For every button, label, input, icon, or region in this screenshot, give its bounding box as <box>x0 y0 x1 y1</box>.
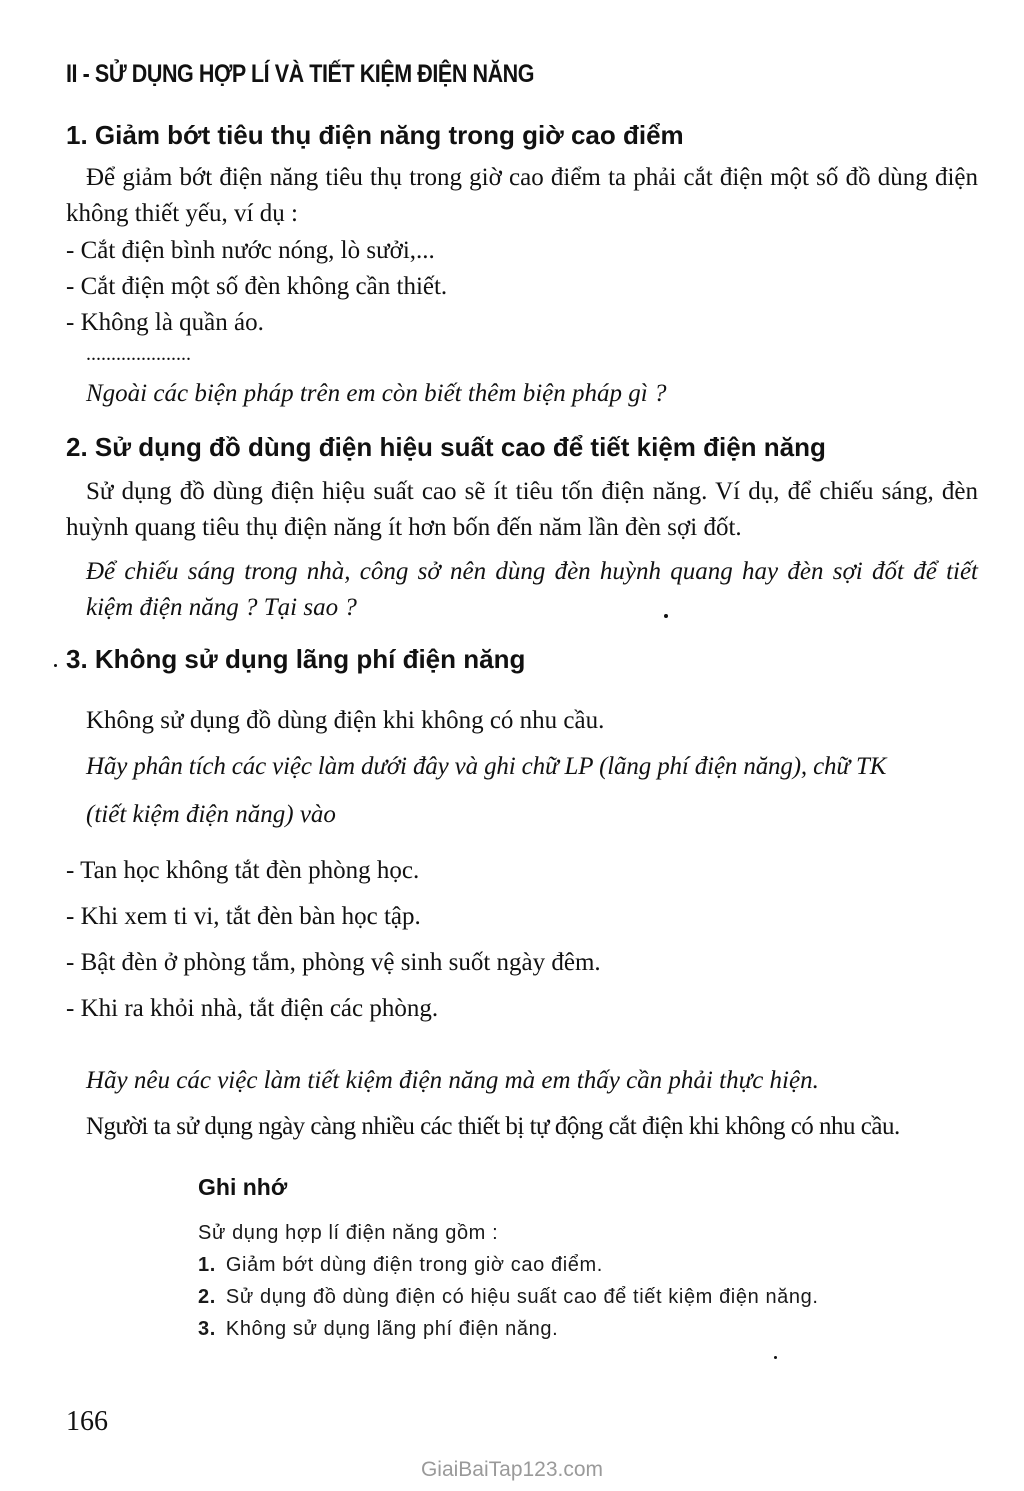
section-2-title: 2. Sử dụng đồ dùng điện hiệu suất cao để tiết kiệm điện năng <box>66 432 826 462</box>
print-speck <box>54 664 57 667</box>
note-item-number: 2. <box>198 1286 216 1308</box>
section-3-instruction-line-2: (tiết kiệm điện năng) vào <box>86 801 336 828</box>
note-item-2 <box>198 1286 819 1309</box>
section-3-item-1: - Tan học không tắt đèn phòng học. <box>66 857 420 884</box>
section-1-item-1: - Cắt điện bình nước nóng, lò sưởi,... <box>66 237 435 264</box>
page-number: 166 <box>66 1406 108 1437</box>
note-title: Ghi nhớ <box>198 1174 288 1200</box>
section-1-question: Ngoài các biện pháp trên em còn biết thêm biện pháp gì ? <box>86 380 667 407</box>
note-intro: Sử dụng hợp lí điện năng gồm : <box>198 1222 499 1244</box>
note-item-number: 3. <box>198 1318 216 1340</box>
section-3-item-3: - Bật đèn ở phòng tắm, phòng vệ sinh suốt ngày đêm. <box>66 949 601 976</box>
section-3-closing: Người ta sử dụng ngày càng nhiều các thiết bị tự động cắt điện khi không có nhu cầu. <box>86 1113 900 1140</box>
watermark: GiaiBaiTap123.com <box>420 1458 604 1481</box>
section-2-paragraph: Sử dụng đồ dùng điện hiệu suất cao sẽ ít tiêu tốn điện năng. Ví dụ, để chiếu sáng, đèn huỳnh quang tiêu thụ điện năng ít hơn bốn đến năm lần đèn sợi đốt. <box>66 478 978 541</box>
section-3-statement: Không sử dụng đồ dùng điện khi không có nhu cầu. <box>86 707 605 734</box>
section-2-question: Để chiếu sáng trong nhà, công sở nên dùng đèn huỳnh quang hay đèn sợi đốt để tiết kiệm điện năng ? Tại sao ? <box>86 558 978 621</box>
note-item-1 <box>198 1254 603 1277</box>
note-item-text: Sử dụng đồ dùng điện có hiệu suất cao để tiết kiệm điện năng. <box>225 1286 819 1308</box>
section-3-title: 3. Không sử dụng lãng phí điện năng <box>66 644 526 674</box>
section-3-item-4: - Khi ra khỏi nhà, tắt điện các phòng. <box>66 995 439 1022</box>
section-1-title: 1. Giảm bớt tiêu thụ điện năng trong giờ cao điểm <box>66 120 684 150</box>
section-1-paragraph: Để giảm bớt điện năng tiêu thụ trong giờ cao điểm ta phải cắt điện một số đồ dùng điện không thiết yếu, ví dụ : <box>66 164 978 227</box>
print-speck <box>664 614 668 618</box>
section-3-question: Hãy nêu các việc làm tiết kiệm điện năng mà em thấy cần phải thực hiện. <box>86 1067 819 1094</box>
note-item-text: Giảm bớt dùng điện trong giờ cao điểm. <box>225 1254 603 1276</box>
section-3-instruction-line-1: Hãy phân tích các việc làm dưới đây và ghi chữ LP (lãng phí điện năng), chữ TK <box>86 753 887 780</box>
print-speck <box>774 1356 777 1359</box>
note-item-number: 1. <box>198 1254 216 1276</box>
section-1-item-3: - Không là quần áo. <box>66 309 264 336</box>
section-3-item-2: - Khi xem ti vi, tắt đèn bàn học tập. <box>66 903 421 930</box>
note-item-3 <box>198 1318 558 1341</box>
section-1-ellipsis: ..................... <box>86 343 191 365</box>
chapter-heading: II - SỬ DỤNG HỢP LÍ VÀ TIẾT KIỆM ĐIỆN NĂNG <box>66 60 535 88</box>
section-1-item-2: - Cắt điện một số đèn không cần thiết. <box>66 273 448 300</box>
note-item-text: Không sử dụng lãng phí điện năng. <box>225 1318 559 1340</box>
